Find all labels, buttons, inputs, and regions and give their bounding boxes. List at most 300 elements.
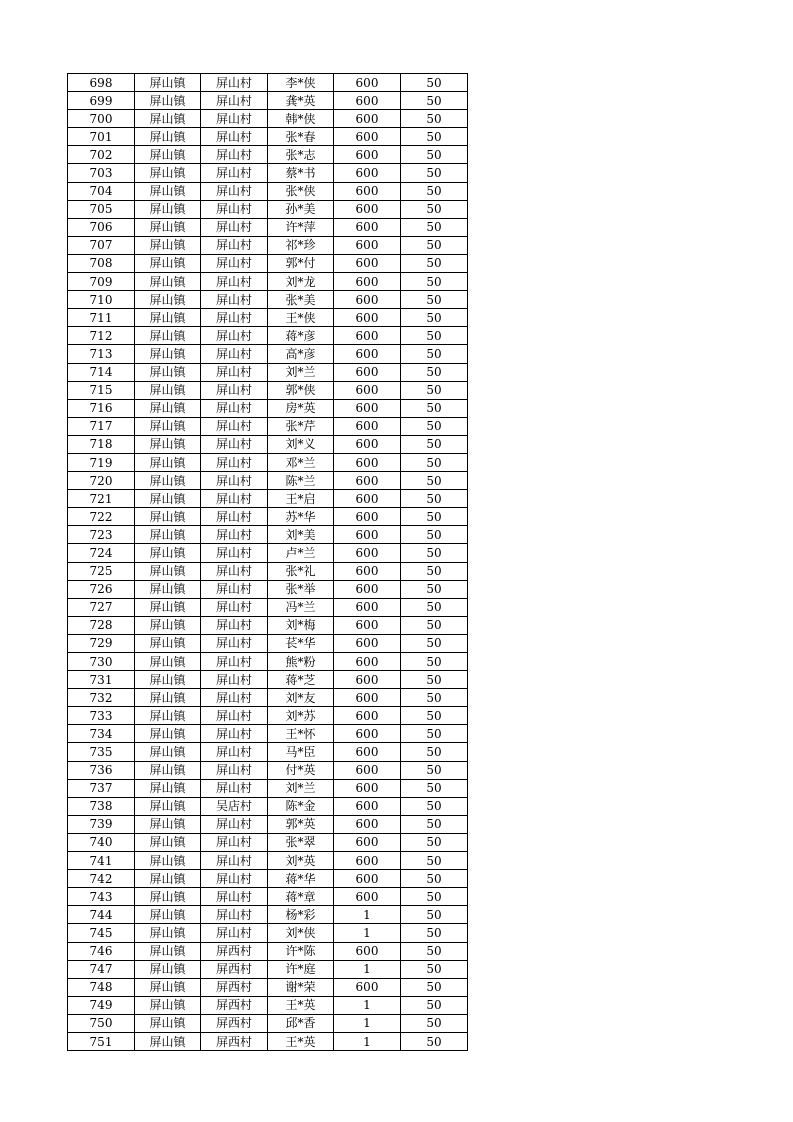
person-name-cell: 王*怀 [268, 725, 334, 743]
row-number-cell: 747 [68, 960, 135, 978]
town-cell: 屏山镇 [135, 906, 201, 924]
table-row [68, 218, 468, 236]
table-row [68, 616, 468, 634]
amount-cell: 50 [401, 544, 468, 562]
row-number-cell: 736 [68, 761, 135, 779]
village-cell: 屏山村 [201, 725, 268, 743]
quantity-cell: 600 [334, 598, 401, 616]
row-number-cell: 728 [68, 616, 135, 634]
person-name-cell: 张*春 [268, 128, 334, 146]
amount-cell: 50 [401, 888, 468, 906]
amount-cell: 50 [401, 417, 468, 435]
table-row [68, 417, 468, 435]
person-name-cell: 郭*付 [268, 254, 334, 272]
quantity-cell: 600 [334, 164, 401, 182]
town-cell: 屏山镇 [135, 852, 201, 870]
village-cell: 屏山村 [201, 707, 268, 725]
quantity-cell: 600 [334, 218, 401, 236]
amount-cell: 50 [401, 490, 468, 508]
row-number-cell: 705 [68, 200, 135, 218]
table-row [68, 544, 468, 562]
table-row [68, 888, 468, 906]
amount-cell: 50 [401, 580, 468, 598]
town-cell: 屏山镇 [135, 363, 201, 381]
quantity-cell: 600 [334, 978, 401, 996]
table-row [68, 490, 468, 508]
row-number-cell: 731 [68, 671, 135, 689]
town-cell: 屏山镇 [135, 200, 201, 218]
village-cell: 屏山村 [201, 327, 268, 345]
amount-cell: 50 [401, 707, 468, 725]
quantity-cell: 600 [334, 74, 401, 92]
village-cell: 屏山村 [201, 852, 268, 870]
quantity-cell: 600 [334, 671, 401, 689]
amount-cell: 50 [401, 852, 468, 870]
town-cell: 屏山镇 [135, 273, 201, 291]
quantity-cell: 600 [334, 435, 401, 453]
quantity-cell: 600 [334, 417, 401, 435]
amount-cell: 50 [401, 74, 468, 92]
row-number-cell: 742 [68, 870, 135, 888]
town-cell: 屏山镇 [135, 399, 201, 417]
village-cell: 屏山村 [201, 291, 268, 309]
village-cell: 屏西村 [201, 1014, 268, 1032]
amount-cell: 50 [401, 146, 468, 164]
row-number-cell: 706 [68, 218, 135, 236]
village-cell: 屏山村 [201, 74, 268, 92]
amount-cell: 50 [401, 815, 468, 833]
row-number-cell: 751 [68, 1032, 135, 1050]
amount-cell: 50 [401, 562, 468, 580]
village-cell: 屏西村 [201, 1032, 268, 1050]
person-name-cell: 刘*义 [268, 435, 334, 453]
quantity-cell: 600 [334, 309, 401, 327]
row-number-cell: 704 [68, 182, 135, 200]
row-number-cell: 727 [68, 598, 135, 616]
person-name-cell: 谢*荣 [268, 978, 334, 996]
row-number-cell: 721 [68, 490, 135, 508]
amount-cell: 50 [401, 725, 468, 743]
amount-cell: 50 [401, 291, 468, 309]
amount-cell: 50 [401, 218, 468, 236]
quantity-cell: 600 [334, 345, 401, 363]
row-number-cell: 714 [68, 363, 135, 381]
quantity-cell: 600 [334, 254, 401, 272]
quantity-cell: 600 [334, 110, 401, 128]
amount-cell: 50 [401, 200, 468, 218]
table-row [68, 363, 468, 381]
quantity-cell: 600 [334, 381, 401, 399]
row-number-cell: 748 [68, 978, 135, 996]
village-cell: 屏山村 [201, 273, 268, 291]
person-name-cell: 熊*粉 [268, 653, 334, 671]
row-number-cell: 734 [68, 725, 135, 743]
town-cell: 屏山镇 [135, 779, 201, 797]
town-cell: 屏山镇 [135, 254, 201, 272]
town-cell: 屏山镇 [135, 92, 201, 110]
quantity-cell: 1 [334, 996, 401, 1014]
person-name-cell: 刘*兰 [268, 779, 334, 797]
row-number-cell: 741 [68, 852, 135, 870]
person-name-cell: 高*彦 [268, 345, 334, 363]
town-cell: 屏山镇 [135, 453, 201, 471]
row-number-cell: 715 [68, 381, 135, 399]
row-number-cell: 709 [68, 273, 135, 291]
quantity-cell: 600 [334, 291, 401, 309]
village-cell: 屏山村 [201, 490, 268, 508]
person-name-cell: 陈*兰 [268, 472, 334, 490]
person-name-cell: 张*举 [268, 580, 334, 598]
person-name-cell: 邓*兰 [268, 453, 334, 471]
table-row [68, 399, 468, 417]
village-cell: 屏山村 [201, 309, 268, 327]
village-cell: 屏山村 [201, 435, 268, 453]
person-name-cell: 蒋*章 [268, 888, 334, 906]
quantity-cell: 600 [334, 797, 401, 815]
row-number-cell: 738 [68, 797, 135, 815]
table-row [68, 164, 468, 182]
row-number-cell: 745 [68, 924, 135, 942]
village-cell: 屏山村 [201, 870, 268, 888]
town-cell: 屏山镇 [135, 164, 201, 182]
row-number-cell: 726 [68, 580, 135, 598]
person-name-cell: 刘*侠 [268, 924, 334, 942]
person-name-cell: 付*英 [268, 761, 334, 779]
town-cell: 屏山镇 [135, 218, 201, 236]
person-name-cell: 刘*友 [268, 689, 334, 707]
table-row [68, 472, 468, 490]
quantity-cell: 600 [334, 273, 401, 291]
town-cell: 屏山镇 [135, 291, 201, 309]
village-cell: 屏山村 [201, 833, 268, 851]
quantity-cell: 600 [334, 779, 401, 797]
village-cell: 屏山村 [201, 182, 268, 200]
person-name-cell: 许*萍 [268, 218, 334, 236]
town-cell: 屏山镇 [135, 236, 201, 254]
village-cell: 屏山村 [201, 689, 268, 707]
person-name-cell: 苌*华 [268, 634, 334, 652]
table-row [68, 508, 468, 526]
table-row [68, 978, 468, 996]
amount-cell: 50 [401, 526, 468, 544]
table-row [68, 689, 468, 707]
town-cell: 屏山镇 [135, 345, 201, 363]
row-number-cell: 732 [68, 689, 135, 707]
amount-cell: 50 [401, 164, 468, 182]
town-cell: 屏山镇 [135, 689, 201, 707]
town-cell: 屏山镇 [135, 815, 201, 833]
town-cell: 屏山镇 [135, 526, 201, 544]
quantity-cell: 600 [334, 526, 401, 544]
person-name-cell: 刘*梅 [268, 616, 334, 634]
village-cell: 吴店村 [201, 797, 268, 815]
town-cell: 屏山镇 [135, 146, 201, 164]
quantity-cell: 600 [334, 453, 401, 471]
row-number-cell: 746 [68, 942, 135, 960]
town-cell: 屏山镇 [135, 580, 201, 598]
amount-cell: 50 [401, 833, 468, 851]
table-row [68, 996, 468, 1014]
table-row [68, 254, 468, 272]
amount-cell: 50 [401, 236, 468, 254]
row-number-cell: 725 [68, 562, 135, 580]
village-cell: 屏山村 [201, 598, 268, 616]
quantity-cell: 600 [334, 689, 401, 707]
person-name-cell: 孙*美 [268, 200, 334, 218]
table-row [68, 182, 468, 200]
table-row [68, 435, 468, 453]
table-row [68, 110, 468, 128]
village-cell: 屏山村 [201, 363, 268, 381]
quantity-cell: 600 [334, 634, 401, 652]
town-cell: 屏山镇 [135, 1014, 201, 1032]
table-row [68, 779, 468, 797]
quantity-cell: 1 [334, 906, 401, 924]
table-row [68, 743, 468, 761]
person-name-cell: 冯*兰 [268, 598, 334, 616]
table-row [68, 1032, 468, 1050]
village-cell: 屏山村 [201, 888, 268, 906]
person-name-cell: 苏*华 [268, 508, 334, 526]
town-cell: 屏山镇 [135, 381, 201, 399]
amount-cell: 50 [401, 309, 468, 327]
village-cell: 屏山村 [201, 508, 268, 526]
quantity-cell: 600 [334, 200, 401, 218]
amount-cell: 50 [401, 924, 468, 942]
row-number-cell: 749 [68, 996, 135, 1014]
table-row [68, 653, 468, 671]
person-name-cell: 蒋*芝 [268, 671, 334, 689]
village-cell: 屏山村 [201, 417, 268, 435]
person-name-cell: 杨*彩 [268, 906, 334, 924]
row-number-cell: 737 [68, 779, 135, 797]
person-name-cell: 李*侠 [268, 74, 334, 92]
amount-cell: 50 [401, 399, 468, 417]
quantity-cell: 600 [334, 761, 401, 779]
quantity-cell: 600 [334, 399, 401, 417]
row-number-cell: 743 [68, 888, 135, 906]
table-row [68, 797, 468, 815]
amount-cell: 50 [401, 472, 468, 490]
quantity-cell: 600 [334, 743, 401, 761]
amount-cell: 50 [401, 779, 468, 797]
row-number-cell: 730 [68, 653, 135, 671]
village-cell: 屏山村 [201, 381, 268, 399]
person-name-cell: 蒋*彦 [268, 327, 334, 345]
amount-cell: 50 [401, 363, 468, 381]
village-cell: 屏山村 [201, 345, 268, 363]
table-row [68, 526, 468, 544]
person-name-cell: 刘*兰 [268, 363, 334, 381]
town-cell: 屏山镇 [135, 761, 201, 779]
town-cell: 屏山镇 [135, 996, 201, 1014]
table-row [68, 707, 468, 725]
table-row [68, 852, 468, 870]
village-cell: 屏山村 [201, 110, 268, 128]
village-cell: 屏山村 [201, 128, 268, 146]
table-row [68, 146, 468, 164]
table-row [68, 291, 468, 309]
table-row [68, 833, 468, 851]
person-name-cell: 龚*英 [268, 92, 334, 110]
table-row [68, 598, 468, 616]
town-cell: 屏山镇 [135, 707, 201, 725]
row-number-cell: 700 [68, 110, 135, 128]
person-name-cell: 刘*苏 [268, 707, 334, 725]
row-number-cell: 710 [68, 291, 135, 309]
person-name-cell: 王*英 [268, 1032, 334, 1050]
village-cell: 屏山村 [201, 544, 268, 562]
town-cell: 屏山镇 [135, 942, 201, 960]
village-cell: 屏山村 [201, 924, 268, 942]
village-cell: 屏山村 [201, 453, 268, 471]
quantity-cell: 600 [334, 888, 401, 906]
quantity-cell: 600 [334, 544, 401, 562]
quantity-cell: 600 [334, 146, 401, 164]
table-row [68, 74, 468, 92]
town-cell: 屏山镇 [135, 128, 201, 146]
row-number-cell: 702 [68, 146, 135, 164]
town-cell: 屏山镇 [135, 616, 201, 634]
town-cell: 屏山镇 [135, 435, 201, 453]
village-cell: 屏山村 [201, 779, 268, 797]
amount-cell: 50 [401, 960, 468, 978]
table-row [68, 906, 468, 924]
town-cell: 屏山镇 [135, 327, 201, 345]
village-cell: 屏山村 [201, 92, 268, 110]
table-row [68, 1014, 468, 1032]
village-cell: 屏西村 [201, 996, 268, 1014]
row-number-cell: 722 [68, 508, 135, 526]
amount-cell: 50 [401, 435, 468, 453]
amount-cell: 50 [401, 1014, 468, 1032]
quantity-cell: 1 [334, 960, 401, 978]
town-cell: 屏山镇 [135, 870, 201, 888]
amount-cell: 50 [401, 689, 468, 707]
person-name-cell: 郭*英 [268, 815, 334, 833]
town-cell: 屏山镇 [135, 924, 201, 942]
person-name-cell: 张*美 [268, 291, 334, 309]
row-number-cell: 719 [68, 453, 135, 471]
town-cell: 屏山镇 [135, 833, 201, 851]
town-cell: 屏山镇 [135, 653, 201, 671]
village-cell: 屏山村 [201, 526, 268, 544]
table-row [68, 942, 468, 960]
quantity-cell: 600 [334, 616, 401, 634]
village-cell: 屏山村 [201, 236, 268, 254]
table-row [68, 381, 468, 399]
row-number-cell: 729 [68, 634, 135, 652]
amount-cell: 50 [401, 273, 468, 291]
amount-cell: 50 [401, 110, 468, 128]
row-number-cell: 703 [68, 164, 135, 182]
village-cell: 屏山村 [201, 562, 268, 580]
amount-cell: 50 [401, 254, 468, 272]
person-name-cell: 许*庭 [268, 960, 334, 978]
row-number-cell: 744 [68, 906, 135, 924]
amount-cell: 50 [401, 942, 468, 960]
village-cell: 屏西村 [201, 978, 268, 996]
town-cell: 屏山镇 [135, 960, 201, 978]
table-row [68, 815, 468, 833]
town-cell: 屏山镇 [135, 110, 201, 128]
table-row [68, 236, 468, 254]
person-name-cell: 马*臣 [268, 743, 334, 761]
village-cell: 屏山村 [201, 653, 268, 671]
quantity-cell: 600 [334, 472, 401, 490]
town-cell: 屏山镇 [135, 743, 201, 761]
village-cell: 屏山村 [201, 200, 268, 218]
quantity-cell: 600 [334, 128, 401, 146]
quantity-cell: 600 [334, 580, 401, 598]
quantity-cell: 600 [334, 870, 401, 888]
quantity-cell: 600 [334, 327, 401, 345]
quantity-cell: 600 [334, 562, 401, 580]
amount-cell: 50 [401, 797, 468, 815]
town-cell: 屏山镇 [135, 634, 201, 652]
row-number-cell: 717 [68, 417, 135, 435]
village-cell: 屏山村 [201, 616, 268, 634]
quantity-cell: 600 [334, 815, 401, 833]
table-row [68, 128, 468, 146]
row-number-cell: 720 [68, 472, 135, 490]
person-name-cell: 刘*美 [268, 526, 334, 544]
person-name-cell: 韩*侠 [268, 110, 334, 128]
row-number-cell: 701 [68, 128, 135, 146]
quantity-cell: 1 [334, 924, 401, 942]
row-number-cell: 712 [68, 327, 135, 345]
quantity-cell: 600 [334, 182, 401, 200]
table-row [68, 200, 468, 218]
person-name-cell: 陈*金 [268, 797, 334, 815]
person-name-cell: 张*礼 [268, 562, 334, 580]
amount-cell: 50 [401, 381, 468, 399]
amount-cell: 50 [401, 327, 468, 345]
quantity-cell: 600 [334, 490, 401, 508]
quantity-cell: 600 [334, 508, 401, 526]
quantity-cell: 600 [334, 942, 401, 960]
row-number-cell: 708 [68, 254, 135, 272]
amount-cell: 50 [401, 345, 468, 363]
person-name-cell: 张*翠 [268, 833, 334, 851]
town-cell: 屏山镇 [135, 544, 201, 562]
table-row [68, 671, 468, 689]
amount-cell: 50 [401, 653, 468, 671]
quantity-cell: 600 [334, 852, 401, 870]
village-cell: 屏山村 [201, 580, 268, 598]
table-row [68, 634, 468, 652]
amount-cell: 50 [401, 182, 468, 200]
table-row [68, 92, 468, 110]
village-cell: 屏山村 [201, 472, 268, 490]
quantity-cell: 1 [334, 1032, 401, 1050]
village-cell: 屏山村 [201, 146, 268, 164]
row-number-cell: 699 [68, 92, 135, 110]
amount-cell: 50 [401, 671, 468, 689]
person-name-cell: 王*侠 [268, 309, 334, 327]
row-number-cell: 739 [68, 815, 135, 833]
quantity-cell: 600 [334, 236, 401, 254]
town-cell: 屏山镇 [135, 725, 201, 743]
person-name-cell: 房*英 [268, 399, 334, 417]
amount-cell: 50 [401, 634, 468, 652]
person-name-cell: 郭*侠 [268, 381, 334, 399]
town-cell: 屏山镇 [135, 797, 201, 815]
village-cell: 屏山村 [201, 399, 268, 417]
quantity-cell: 600 [334, 707, 401, 725]
table-row [68, 924, 468, 942]
town-cell: 屏山镇 [135, 1032, 201, 1050]
